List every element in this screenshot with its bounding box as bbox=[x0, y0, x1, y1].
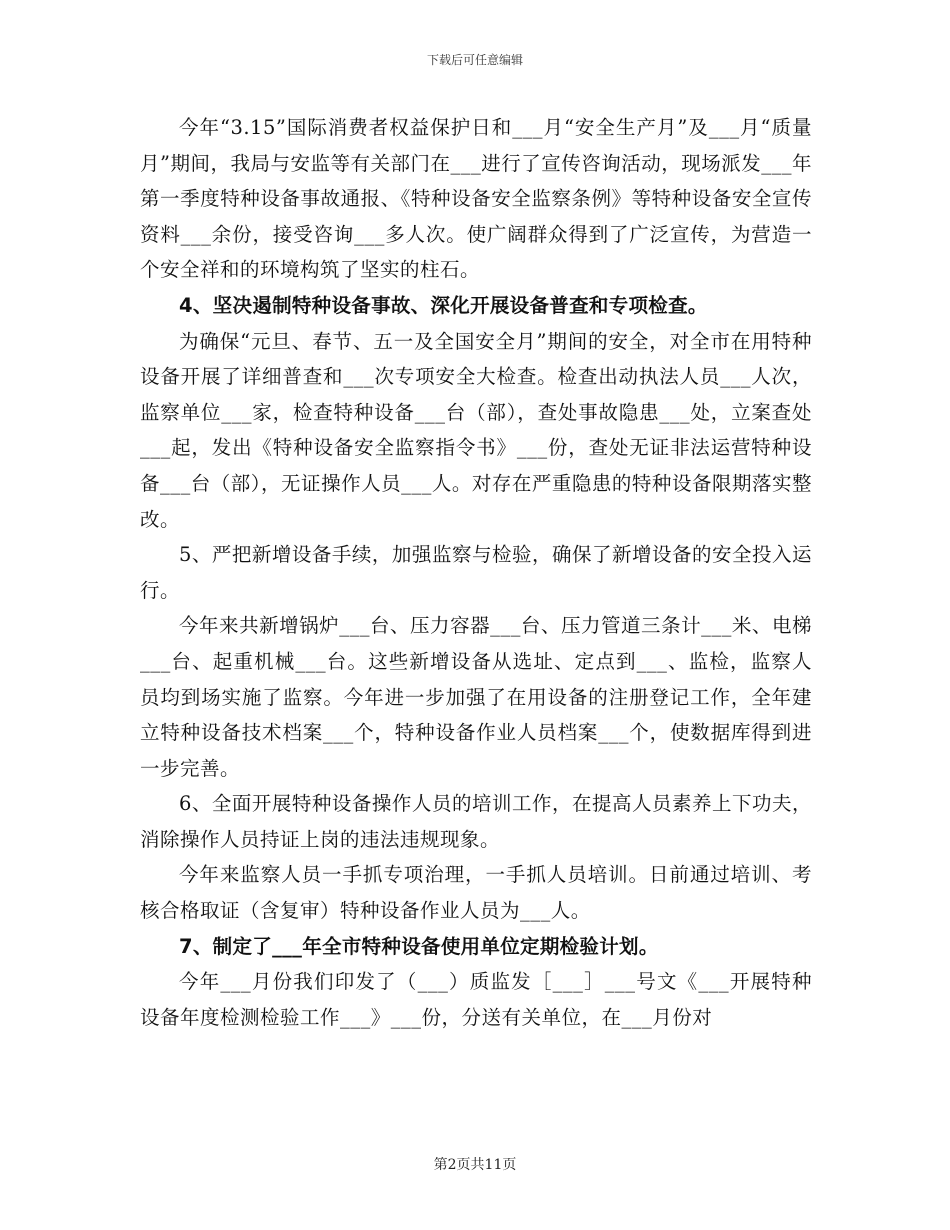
section-heading-7: 7、制定了___年全市特种设备使用单位定期检验计划。 bbox=[179, 934, 659, 958]
page-header: 下载后可任意编辑 bbox=[426, 53, 523, 67]
section-heading-6: 6、全面开展特种设备操作人员的培训工作，在提高人员素养上下功夫，消除操作人员持证上岗的违法违规现象。 bbox=[140, 792, 812, 851]
section-heading-5: 5、严把新增设备手续，加强监察与检验，确保了新增设备的安全投入运行。 bbox=[140, 543, 812, 602]
paragraph-new-equipment: 今年来共新增锅炉___台、压力容器___台、压力管道三条计___米、电梯___台、起重机械___台。这些新增设备从选址、定点到___、监检，监察人员均到场实施了监察。今年进一步加强了在用设备的注册登记工作，全年建立特种设备技术档案___个，特种设备作业人员档案___个，使数据库得到进一步完善。 bbox=[140, 614, 812, 780]
paragraph-inspection-plan: 今年___月份我们印发了（___）质监发［___］___号文《___开展特种设备年度检测检验工作___》___份，分送有关单位，在___月份对 bbox=[140, 970, 812, 1029]
paragraph-training: 今年来监察人员一手抓专项治理，一手抓人员培训。日前通过培训、考核合格取证（含复审）特种设备作业人员为___人。 bbox=[140, 863, 812, 923]
document-body bbox=[140, 110, 812, 1035]
paragraph-publicity: 今年“3.15”国际消费者权益保护日和___月“安全生产月”及___月“质量月”期间，我局与安监等有关部门在___进行了宣传咨询活动，现场派发___年第一季度特种设备事故通报、《特种设备安全监察条例》等特种设备安全宣传资料___余份，接受咨询___多人次。使广阔群众得到了广泛宣传，为营造一个安全祥和的环境构筑了坚实的柱石。 bbox=[140, 116, 812, 282]
section-heading-4: 4、坚决遏制特种设备事故、深化开展设备普查和专项检查。 bbox=[179, 293, 708, 317]
page-footer: 第2页共11页 bbox=[433, 1157, 517, 1173]
paragraph-inspection: 为确保“元旦、春节、五一及全国安全月”期间的安全，对全市在用特种设备开展了详细普查和___次专项安全大检查。检查出动执法人员___人次，监察单位___家，检查特种设备___台（部），查处事故隐患___处，立案查处___起，发出《特种设备安全监察指令书》___份，查处无证非法运营特种设备___台（部），无证操作人员___人。对存在严重隐患的特种设备限期落实整改。 bbox=[140, 329, 812, 531]
